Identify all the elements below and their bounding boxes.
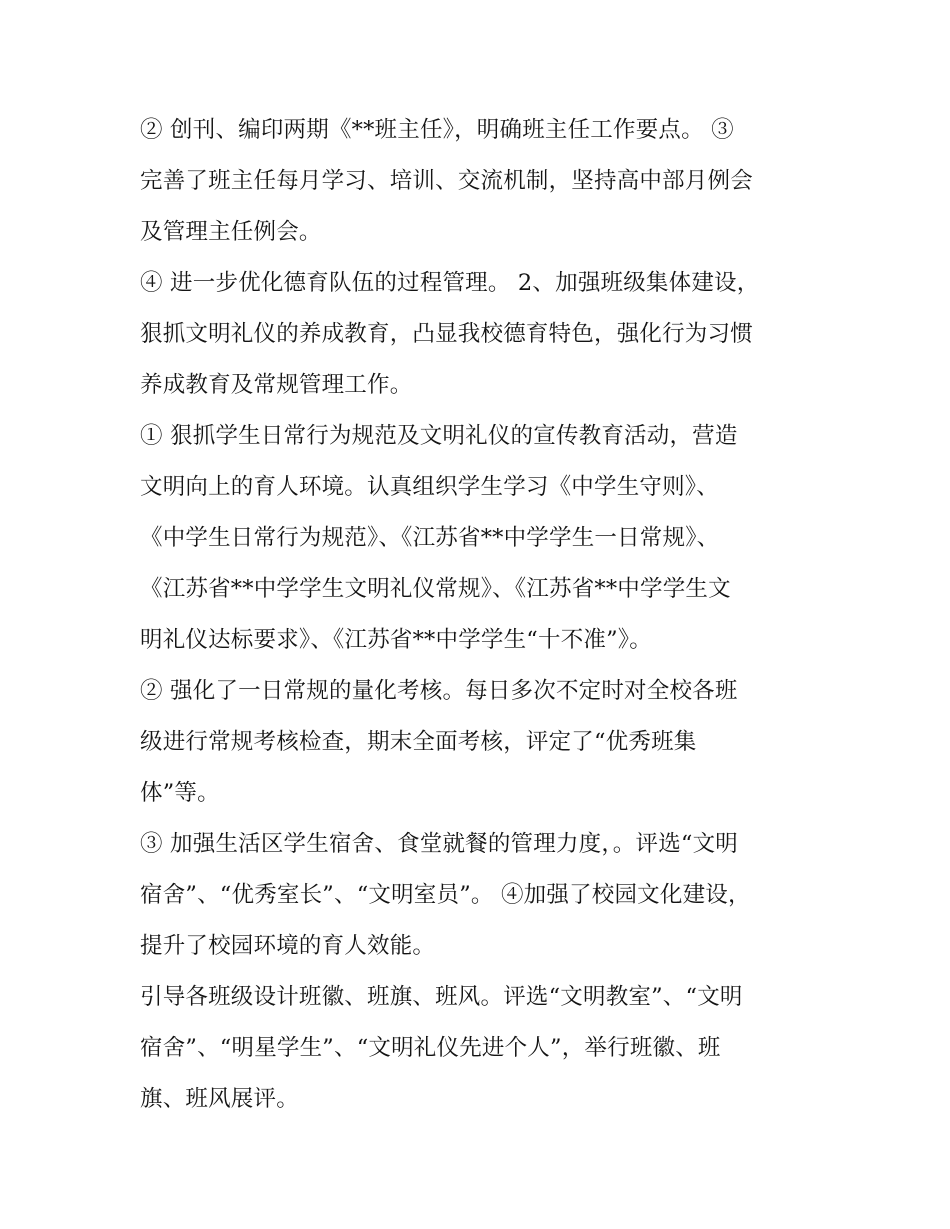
document-body bbox=[140, 105, 820, 1125]
text-line: ② 强化了一日常规的量化考核。每日多次不定时对全校各班 bbox=[140, 678, 738, 704]
text-line: 狠抓文明礼仪的养成教育，凸显我校德育特色，强化行为习惯 bbox=[140, 321, 753, 347]
text-line: 宿舍”、“明星学生”、“文明礼仪先进个人”，举行班徽、班 bbox=[140, 1035, 721, 1061]
text-line: ③ 加强生活区学生宿舍、食堂就餐的管理力度，。评选“文明 bbox=[140, 831, 739, 857]
text-line: ④ 进一步优化德育队伍的过程管理。 2、加强班级集体建设， bbox=[140, 270, 760, 296]
text-line: 养成教育及常规管理工作。 bbox=[140, 372, 413, 398]
text-line: ② 创刊、编印两期《**班主任》，明确班主任工作要点。 ③ bbox=[140, 117, 734, 143]
text-line: 完善了班主任每月学习、培训、交流机制，坚持高中部月例会 bbox=[140, 168, 753, 194]
text-line: 明礼仪达标要求》、《江苏省**中学学生“十不准”》。 bbox=[140, 627, 652, 653]
text-line: 文明向上的育人环境。认真组织学生学习《中学生守则》、 bbox=[140, 474, 719, 500]
text-line: 提升了校园环境的育人效能。 bbox=[140, 933, 436, 959]
text-line: 宿舍”、“优秀室长”、“文明室员”。 ④加强了校园文化建设， bbox=[140, 882, 751, 908]
text-line: ① 狠抓学生日常行为规范及文明礼仪的宣传教育活动，营造 bbox=[140, 423, 738, 449]
text-line: 及管理主任例会。 bbox=[140, 219, 322, 245]
text-line: 旗、班风展评。 bbox=[140, 1086, 299, 1112]
text-line: 引导各班级设计班徽、班旗、班风。评选“文明教室”、“文明 bbox=[140, 984, 743, 1010]
text-line: 级进行常规考核检查，期末全面考核，评定了“优秀班集 bbox=[140, 729, 697, 755]
text-line: 《中学生日常行为规范》、《江苏省**中学学生一日常规》、 bbox=[140, 525, 720, 551]
text-line: 《江苏省**中学学生文明礼仪常规》、《江苏省**中学学生文 bbox=[140, 576, 731, 602]
text-line: 体”等。 bbox=[140, 780, 220, 806]
